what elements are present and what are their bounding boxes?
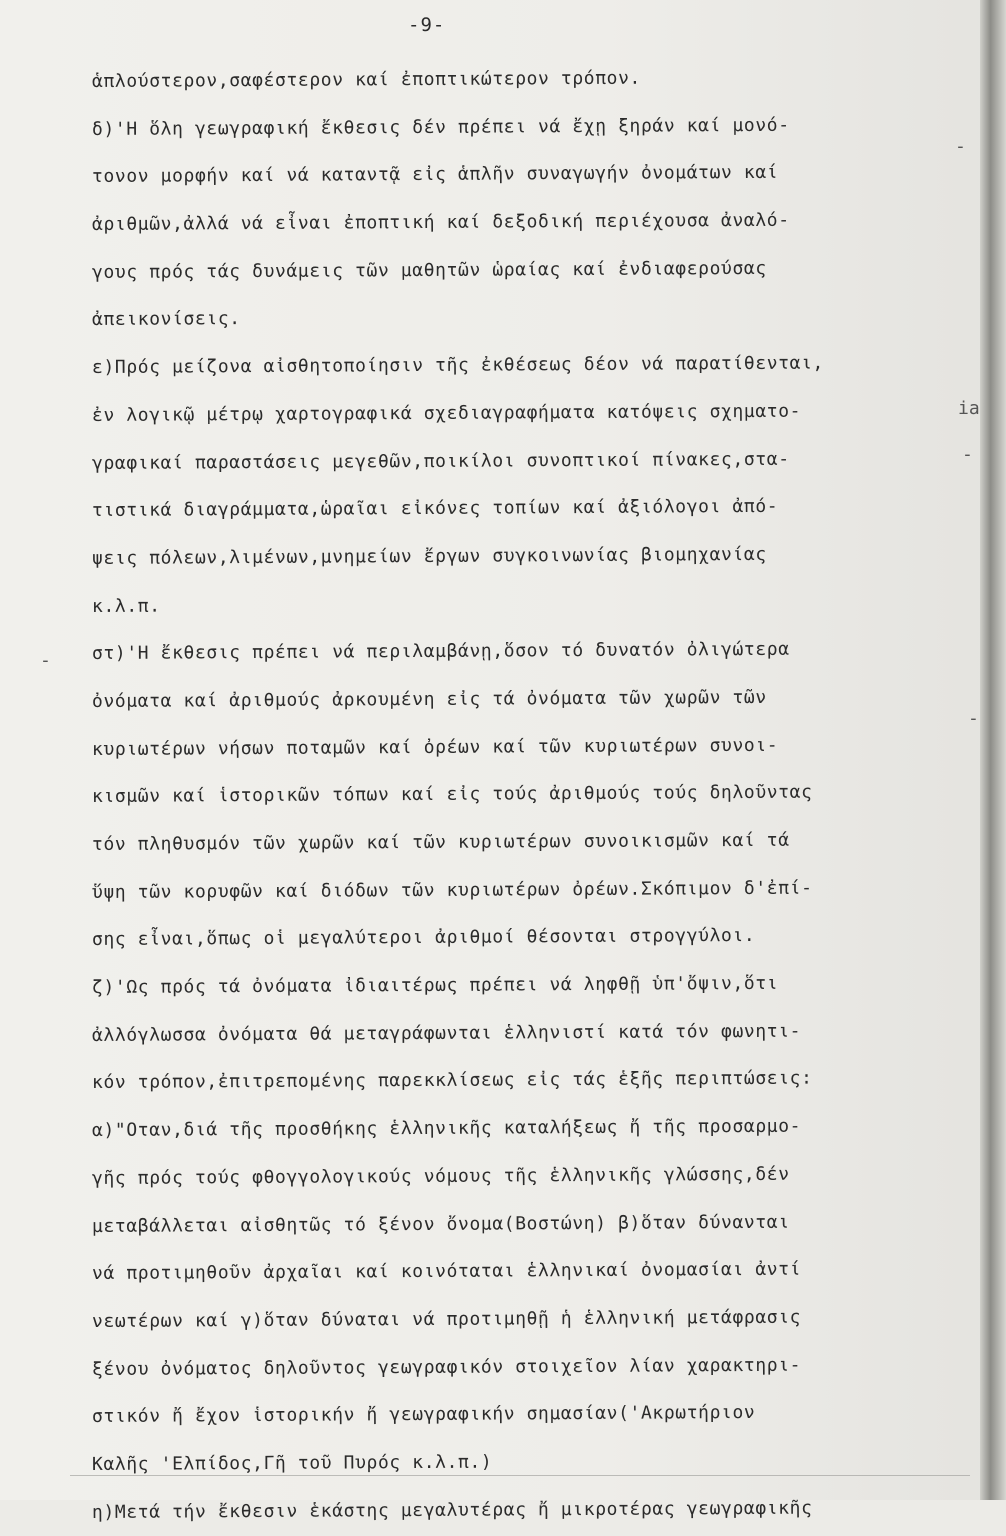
text-line: κ.λ.π. xyxy=(91,595,161,617)
text-line: στ)'Η ἔκθεσις πρέπει νά περιλαμβάνῃ,ὅσον τό δυνατόν ὀλιγώτερα xyxy=(91,638,790,665)
text-line: κυριωτέρων νήσων ποταμῶν καί ὀρέων καί τῶν κυριωτέρων συνοι- xyxy=(91,734,779,760)
text-line: ἀλλόγλωσσα ὀνόματα θά μεταγράφωνται ἑλληνιστί κατά τόν φωνητι- xyxy=(91,1020,802,1046)
text-line: ὀνόματα καί ἀριθμούς ἀρκουμένη εἰς τά ὀνόματα τῶν χωρῶν τῶν xyxy=(91,686,767,712)
margin-mark: - xyxy=(955,136,966,157)
text-line: Καλῆς 'Ελπίδος,Γῆ τοῦ Πυρός κ.λ.π.) xyxy=(91,1451,493,1475)
text-line: ψεις πόλεων,λιμένων,μνημείων ἔργων συγκοινωνίας βιομηχανίας xyxy=(91,543,767,569)
text-line: α)"Οταν,διά τῆς προσθήκης ἑλληνικῆς καταλήξεως ἤ τῆς προσαρμο- xyxy=(91,1115,802,1142)
text-line: τόν πληθυσμόν τῶν χωρῶν καί τῶν κυριωτέρων συνοικισμῶν καί τά xyxy=(91,829,790,855)
text-line: σης εἶναι,ὅπως οἱ μεγαλύτεροι ἀριθμοί θέσονται στρογγύλοι. xyxy=(91,925,756,951)
text-line: γραφικαί παραστάσεις μεγεθῶν,ποικίλοι συνοπτικοί πίνακες,στα- xyxy=(91,448,790,474)
text-line: ἁπλούστερον,σαφέστερον καί ἐποπτικώτερον τρόπον. xyxy=(91,67,642,92)
text-line: κισμῶν καί ἱστορικῶν τόπων καί εἰς τούς ἀριθμούς τούς δηλοῦντας xyxy=(91,781,813,808)
margin-mark: ia xyxy=(958,398,980,419)
text-line: ἐν λογικῷ μέτρῳ χαρτογραφικά σχεδιαγραφήματα κατόψεις σχηματο- xyxy=(91,400,802,426)
margin-mark: - xyxy=(962,444,973,465)
text-line: ἀπεικονίσεις. xyxy=(91,308,241,331)
text-line: νά προτιμηθοῦν ἀρχαῖαι καί κοινόταται ἑλληνικαί ὀνομασίαι ἀντί xyxy=(91,1258,802,1285)
text-line: κόν τρόπον,ἐπιτρεπομένης παρεκκλίσεως εἰς τάς ἑξῆς περιπτώσεις: xyxy=(91,1068,813,1094)
text-line: ξένου ὀνόματος δηλοῦντος γεωγραφικόν στοιχεῖον λίαν χαρακτηρι- xyxy=(91,1354,802,1380)
text-line: η)Μετά τήν ἔκθεσιν ἑκάστης μεγαλυτέρας ἤ μικροτέρας γεωγραφικῆς xyxy=(91,1497,813,1523)
text-line: τιστικά διαγράμματα,ὡραῖαι εἰκόνες τοπίων καί ἀξιόλογοι ἀπό- xyxy=(91,495,779,522)
text-line: δ)'Η ὅλη γεωγραφική ἔκθεσις δέν πρέπει νά ἔχῃ ξηράν καί μονό- xyxy=(91,114,790,140)
text-line: γῆς πρός τούς φθογγολογικούς νόμους τῆς ἑλληνικῆς γλώσσης,δέν xyxy=(91,1163,790,1189)
text-line: στικόν ἤ ἔχον ἱστορικήν ἤ γεωγραφικήν σημασίαν('Ακρωτήριον xyxy=(91,1402,756,1428)
text-line: ἀριθμῶν,ἀλλά νά εἶναι ἐποπτική καί δεξοδική περιέχουσα ἀναλό- xyxy=(91,209,790,236)
page-bottom-rule xyxy=(70,1475,970,1476)
text-line: γους πρός τάς δυνάμεις τῶν μαθητῶν ὡραίας καί ἐνδιαφερούσας xyxy=(91,257,767,283)
text-line: μεταβάλλεται αἰσθητῶς τό ξένον ὄνομα(Βοστώνη) β)ὅταν δύνανται xyxy=(91,1211,790,1237)
text-line: τονον μορφήν καί νά καταντᾷ εἰς ἁπλῆν συναγωγήν ὀνομάτων καί xyxy=(91,162,779,188)
text-line: ζ)'Ως πρός τά ὀνόματα ἰδιαιτέρως πρέπει νά ληφθῇ ὑπ'ὄψιν,ὅτι xyxy=(91,972,779,999)
text-line: ὕψη τῶν κορυφῶν καί διόδων τῶν κυριωτέρων ὀρέων.Σκόπιμον δ'ἐπί- xyxy=(91,877,813,903)
page-edge-shadow xyxy=(980,0,1006,1500)
margin-mark: - xyxy=(968,708,979,729)
text-line: ε)Πρός μείζονα αἰσθητοποίησιν τῆς ἐκθέσεως δέον νά παρατίθενται, xyxy=(91,352,825,379)
text-line: νεωτέρων καί γ)ὅταν δύναται νά προτιμηθῇ ἡ ἑλληνική μετάφρασις xyxy=(91,1306,802,1332)
typed-body-text xyxy=(92,58,972,1536)
margin-mark: - xyxy=(40,650,51,671)
page-number: -9- xyxy=(408,14,446,36)
